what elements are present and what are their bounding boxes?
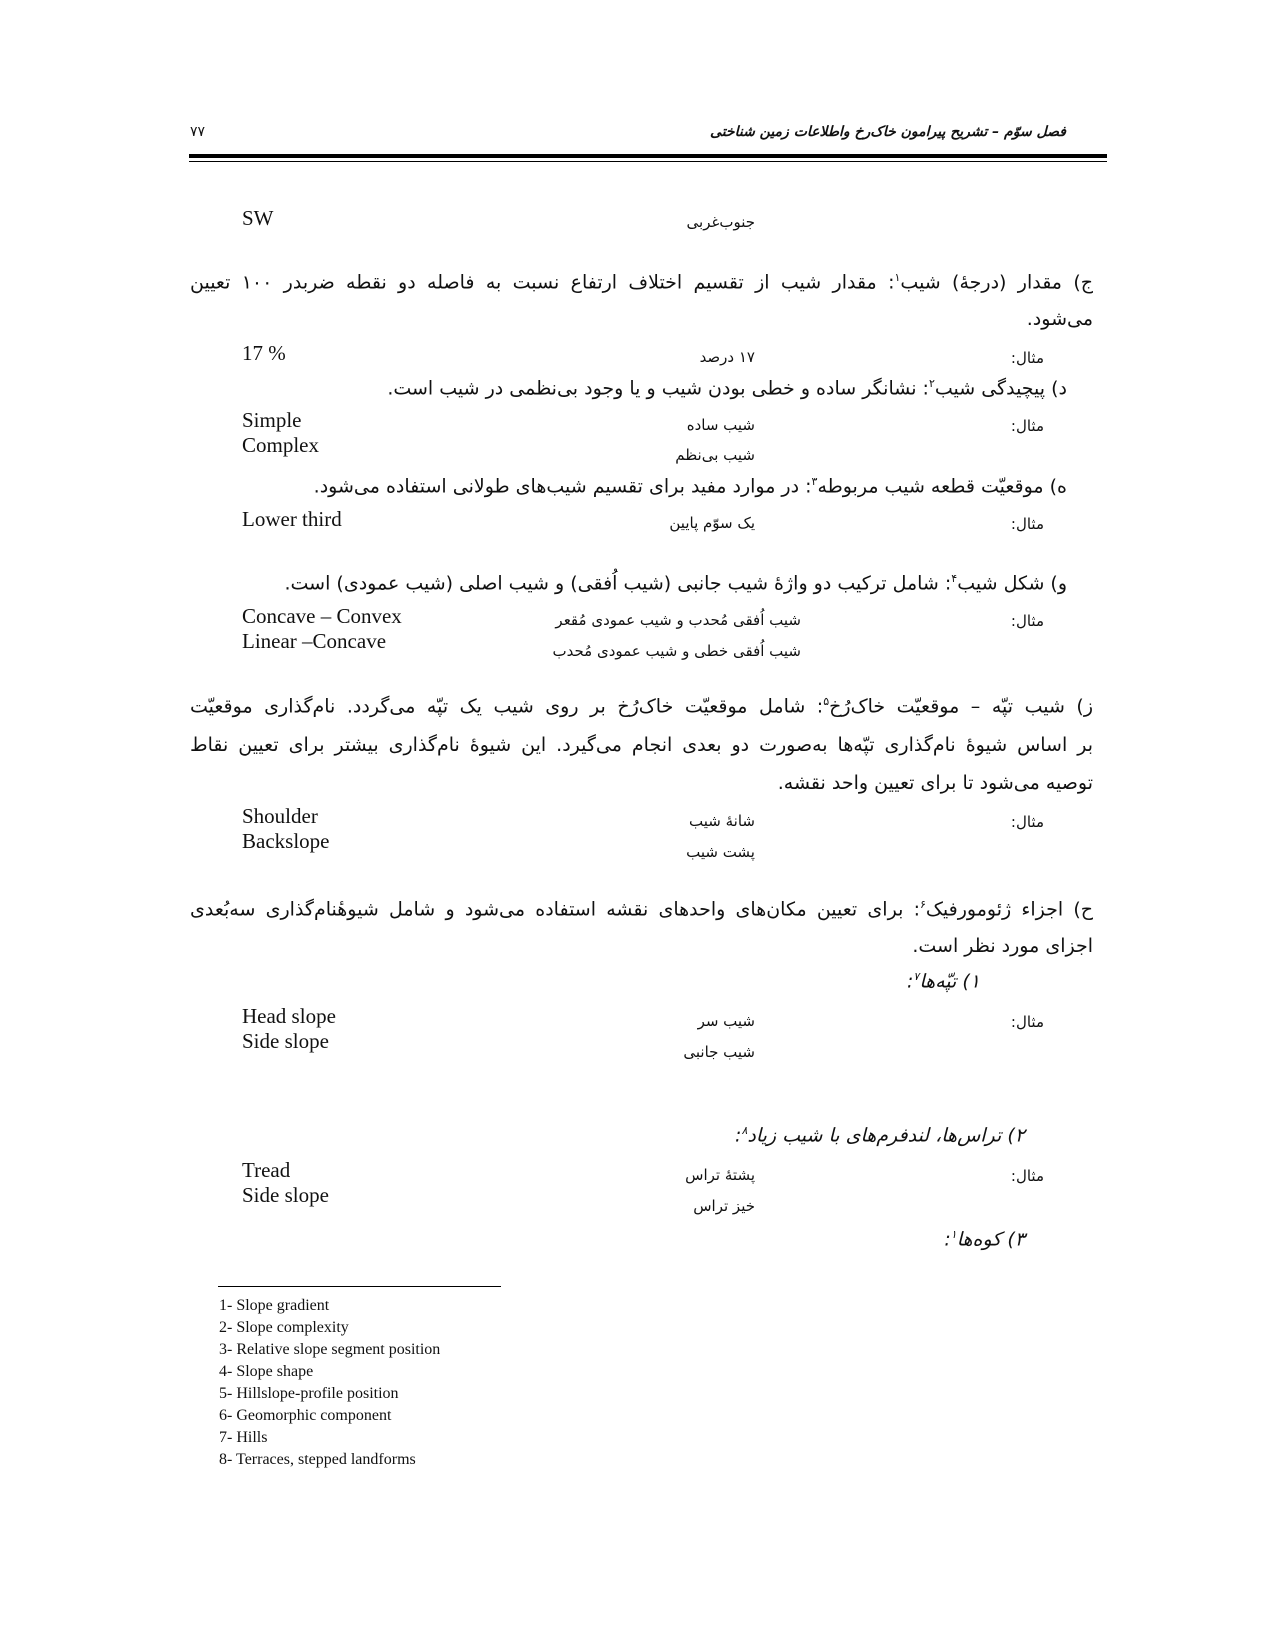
subsection-terraces-heading: ۲) تراس‌ها، لندفرم‌های با شیب زیاد$^۸$: xyxy=(735,1124,1025,1147)
section-v-example-fa-2: شیب اُفقی خطی و شیب عمودی مُحدب xyxy=(552,642,801,660)
example-label: مثال: xyxy=(1010,349,1044,367)
example-label: مثال: xyxy=(1010,1013,1044,1031)
section-z-example-fa-1: شانهٔ شیب xyxy=(689,812,755,830)
section-j-example-en: 17 % xyxy=(242,341,286,365)
terraces-example-en-1: Tread xyxy=(242,1158,291,1182)
footnote-item: 7- Hills xyxy=(219,1429,268,1446)
footnote-item: 2- Slope complexity xyxy=(219,1319,349,1336)
section-z-example-en-2: Backslope xyxy=(242,829,330,853)
section-d-line: د) پیچیدگی شیب$^۲$: نشانگر ساده و خطی بودن شیب و یا وجود بی‌نظمی در شیب است. xyxy=(387,377,1067,400)
section-d-example-en-2: Complex xyxy=(242,433,319,457)
header-rule-thick xyxy=(189,154,1107,158)
section-z-example-en-1: Shoulder xyxy=(242,804,318,828)
terraces-example-fa-1: پشتهٔ تراس xyxy=(685,1166,755,1184)
section-d-example-en-1: Simple xyxy=(242,408,302,432)
example-label: مثال: xyxy=(1010,813,1044,831)
example-label: مثال: xyxy=(1010,612,1044,630)
section-ha-line2: اجزای مورد نظر است. xyxy=(912,935,1093,957)
top-example-fa: جنوب‌غربی xyxy=(686,213,755,231)
subsection-mountains-heading: ۳) کوه‌ها$^۱$: xyxy=(944,1228,1025,1251)
section-z-line2: بر اساس شیوهٔ نام‌گذاری تپّه‌ها به‌صورت دو بعدی انجام می‌گیرد. این شیوهٔ نام‌گذاری بیشتر برای تعیین نقاط xyxy=(190,734,1093,756)
section-z-example-fa-2: پشت شیب xyxy=(686,843,755,861)
example-label: مثال: xyxy=(1010,417,1044,435)
section-d-example-fa-1: شیب ساده xyxy=(686,416,755,434)
section-j-line2: می‌شود. xyxy=(1026,308,1093,330)
section-v-example-fa-1: شیب اُفقی مُحدب و شیب عمودی مُقعر xyxy=(555,611,801,629)
terraces-example-en-2: Side slope xyxy=(242,1183,329,1207)
footnote-separator xyxy=(218,1286,501,1287)
section-h-line: ه) موقعیّت قطعه شیب مربوطه$^۳$: در موارد مفید برای تقسیم شیب‌های طولانی استفاده می‌شود. xyxy=(313,475,1067,498)
section-v-line: و) شکل شیب$^۴$: شامل ترکیب دو واژهٔ شیب جانبی (شیب اُفقی) و شیب اصلی (شیب عمودی) است. xyxy=(284,572,1067,595)
section-j-example-fa: ۱۷ درصد xyxy=(699,348,755,366)
hills-example-en-1: Head slope xyxy=(242,1004,336,1028)
header-rule-thin xyxy=(189,161,1107,162)
section-h-example-fa: یک سوّم پایین xyxy=(669,514,755,532)
footnote-item: 5- Hillslope-profile position xyxy=(219,1385,399,1402)
section-j-line1: ج) مقدار (درجهٔ) شیب$^۱$: مقدار شیب از تقسیم اختلاف ارتفاع نسبت به فاصله دو نقطه ضربدر ۱۰۰ تعیین xyxy=(190,271,1093,294)
section-ha-line1: ح) اجزاء ژئومورفیک$^۶$: برای تعیین مکان‌های واحدهای نقشه استفاده می‌شود و شامل شیوهٔنام‌گذاری سه‌بُعدی xyxy=(190,898,1093,921)
footnote-item: 8- Terraces, stepped landforms xyxy=(219,1451,416,1468)
footnote-item: 6- Geomorphic component xyxy=(219,1407,392,1424)
hills-example-fa-1: شیب سر xyxy=(697,1012,755,1030)
section-z-line3: توصیه می‌شود تا برای تعیین واحد نقشه. xyxy=(777,772,1093,794)
page-number: ۷۷ xyxy=(190,124,206,140)
section-v-example-en-2: Linear –Concave xyxy=(242,629,387,653)
example-label: مثال: xyxy=(1010,515,1044,533)
hills-example-fa-2: شیب جانبی xyxy=(683,1043,755,1061)
top-example-en: SW xyxy=(242,206,274,230)
footnote-item: 3- Relative slope segment position xyxy=(219,1341,441,1358)
chapter-title: فصل سوّم – تشریح پیرامون خاک‌رخ واطلاعات زمین شناختی xyxy=(710,124,1066,140)
section-z-line1: ز) شیب تپّه – موقعیّت خاک‌رُخ$^۵$: شامل موقعیّت خاک‌رُخ بر روی شیب یک تپّه می‌گردد. نام‌گذاری موقعیّت xyxy=(190,695,1093,718)
footnote-item: 1- Slope gradient xyxy=(219,1297,330,1314)
section-d-example-fa-2: شیب بی‌نظم xyxy=(675,446,755,464)
subsection-hills-heading: ۱) تپّه‌ها$^۷$: xyxy=(906,970,980,993)
section-h-example-en: Lower third xyxy=(242,507,342,531)
hills-example-en-2: Side slope xyxy=(242,1029,329,1053)
footnote-item: 4- Slope shape xyxy=(219,1363,314,1380)
terraces-example-fa-2: خیز تراس xyxy=(693,1197,755,1215)
example-label: مثال: xyxy=(1010,1167,1044,1185)
section-v-example-en-1: Concave – Convex xyxy=(242,604,402,628)
